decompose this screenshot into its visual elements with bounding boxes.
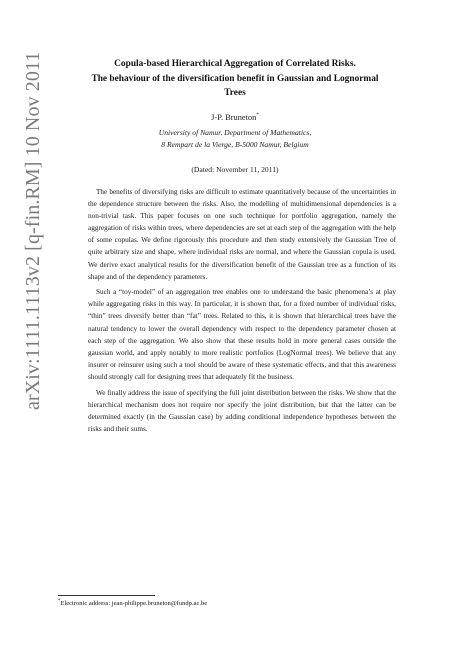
abstract-paragraph: Such a “toy-model” of an aggregation tree enables one to understand the basic phenomena’s at play while aggregating risks in this way. In particular, it is shown that, for a fixed number of individual risks, “thin” trees diversify better than “fat” trees. Related to this, it is shown that hierarchical trees have the natural tendency to lower the overall dependency with respect to the dependency parameter chosen at each step of the aggregation. We also show that these results hold in more general cases outside the gaussian world, and apply notably to more realistic portfolios (LogNormal trees). We believe that any insurer or reinsurer using such a tool should be aware of these systematic effects, and that this awareness should strongly call for designing trees that adequately fit the business. [88,288,396,381]
affiliation-line: 8 Rempart de la Vierge, B-5000 Namur, Belgium [161,140,309,149]
footnote-mark: * [58,598,61,604]
author-footnote-mark: * [256,113,259,119]
affiliation [55,127,415,151]
author [55,113,415,122]
title-line: Trees [224,88,246,98]
abstract-paragraph: The benefits of diversifying risks are difficult to estimate quantitatively because of the uncertainties in the dependence structure between the risks. Also, the modelling of multidimensional dependencies is a non-trivial task. This paper focuses on one such technique for portfolio aggregation, namely the aggregation of risks within trees, where dependencies are set at each step of the aggregation with the help of some copulas. We define rigorously this procedure and then study extensively the Gaussian Tree of quite arbitrary size and shape, where individual risks are normal, and where the Gaussian copula is used. We derive exact analytical results for the diversification benefit of the Gaussian tree as a function of its shape and of the dependency parameters. [88,188,396,281]
paper-title [55,57,415,101]
date-line: (Dated: November 11, 2011) [191,165,279,174]
title-line: Copula-based Hierarchical Aggregation of Correlated Risks. [114,59,356,69]
title-line: The behaviour of the diversification benefit in Gaussian and Lognormal [91,73,379,84]
author-name: J-P. Bruneton [211,113,257,122]
arxiv-identifier: arXiv:1111.1113v2 [q-fin.RM] 10 Nov 2011 [22,51,44,410]
abstract-paragraph: We finally address the issue of specifying the full joint distribution between the risks. We show that the hierarchical mechanism does not require nor specify the joint distribution, but that the latter can be determined exactly (in the Gaussian case) by adding conditional independence hypotheses between the risks and their sums. [88,388,396,433]
abstract [88,186,396,438]
footnote [58,600,418,607]
footnote-text: Electronic address: jean-philippe.bruneton@fundp.ac.be [60,600,208,607]
footnote-rule [58,595,155,596]
affiliation-line: University of Namur, Department of Mathematics, [158,128,312,137]
